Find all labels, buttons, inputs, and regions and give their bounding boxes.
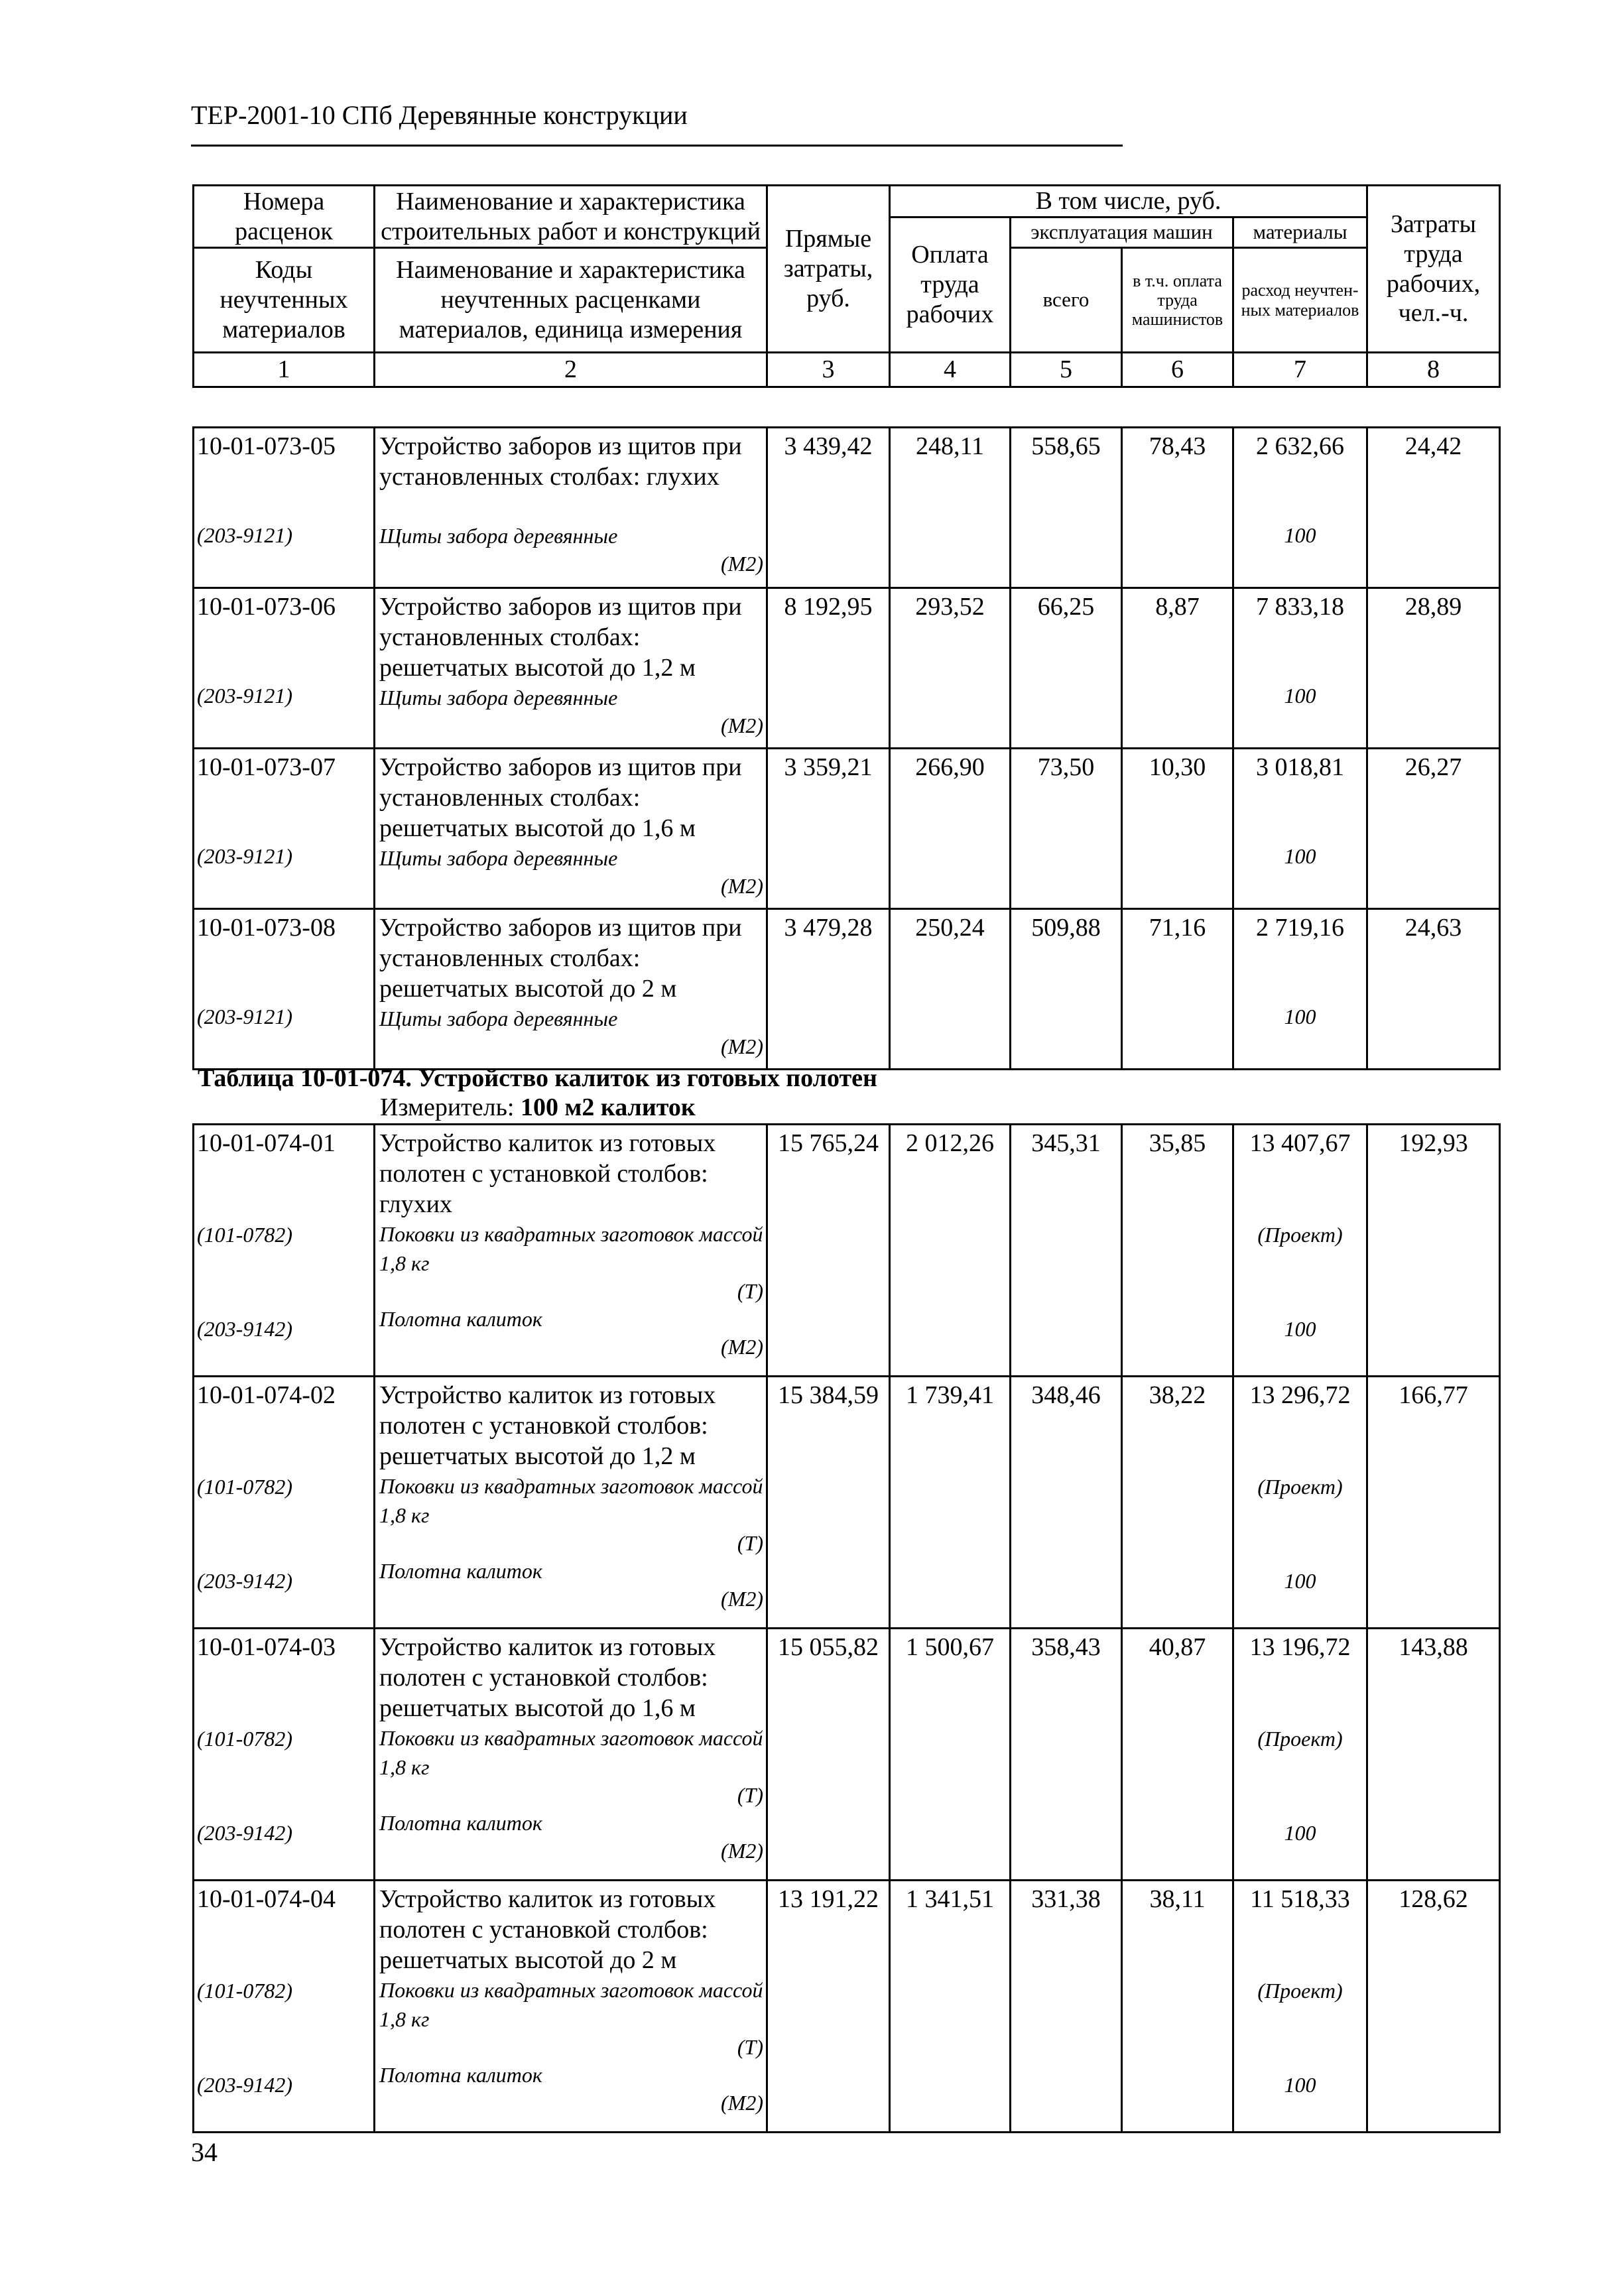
rate-row	[194, 749, 1500, 909]
material-name: Полотна калиток	[379, 1559, 542, 1583]
direct-costs: 3 439,42	[767, 428, 890, 588]
material-consumption: 100	[1284, 1005, 1316, 1028]
material-unit: (М2)	[721, 1839, 763, 1863]
material-unit: (М2)	[721, 874, 763, 898]
material-consumption: (Проект)	[1257, 1979, 1343, 2003]
col-number: 2	[375, 353, 767, 387]
rate-name: Устройство калиток из готовых полотен с установкой столбов: глухих	[379, 1129, 716, 1218]
material-name: Щиты забора деревянные	[379, 686, 618, 710]
materials-cost: 2 719,16	[1256, 914, 1344, 942]
col-number: 1	[194, 353, 375, 387]
header-operators-pay: в т.ч. оплата труда машинистов	[1122, 248, 1233, 353]
table-unit-value: 100 м2 калиток	[521, 1093, 696, 1121]
rate-row	[194, 909, 1500, 1070]
material-code: (203-9142)	[197, 1317, 292, 1341]
machines-total: 73,50	[1011, 749, 1122, 909]
rate-name: Устройство заборов из щитов при установленных столбах: решетчатых высотой до 1,6 м	[379, 753, 742, 842]
document-title: ТЕР-2001-10 СПб Деревянные конструкции	[191, 100, 688, 130]
material-name: Поковки из квадратных заготовок массой 1,8 кг	[379, 1222, 763, 1275]
material-unit: (М2)	[721, 713, 763, 737]
material-unit: (М2)	[721, 552, 763, 576]
rate-code: 10-01-073-05	[197, 432, 336, 460]
machines-total: 558,65	[1011, 428, 1122, 588]
labor-hours: 26,27	[1367, 749, 1500, 909]
material-consumption: 100	[1284, 1821, 1316, 1845]
material-consumption: 100	[1284, 1569, 1316, 1593]
header-work-name: Наименование и характеристика строительных работ и конструкций	[375, 186, 767, 248]
table-unit-label: Измеритель:	[380, 1093, 521, 1121]
material-unit: (Т)	[737, 1531, 763, 1555]
material-unit: (Т)	[737, 1783, 763, 1807]
col-number: 3	[767, 353, 890, 387]
material-consumption: 100	[1284, 1317, 1316, 1341]
materials-cost: 2 632,66	[1256, 432, 1344, 460]
labor-pay: 1 739,41	[890, 1377, 1011, 1629]
direct-costs: 3 479,28	[767, 909, 890, 1070]
rate-code: 10-01-074-03	[197, 1633, 336, 1661]
material-code: (203-9121)	[197, 1005, 292, 1028]
col-number: 8	[1367, 353, 1500, 387]
material-consumption: (Проект)	[1257, 1475, 1343, 1499]
material-name: Полотна калиток	[379, 1811, 542, 1835]
rate-row	[194, 1377, 1500, 1629]
material-name: Поковки из квадратных заготовок массой 1,8 кг	[379, 1726, 763, 1779]
material-name: Поковки из квадратных заготовок массой 1,8 кг	[379, 1474, 763, 1527]
header-labor-pay: Оплата труда рабочих	[890, 217, 1011, 353]
operators-pay: 35,85	[1122, 1125, 1233, 1377]
direct-costs: 15 055,82	[767, 1629, 890, 1881]
material-name: Щиты забора деревянные	[379, 846, 618, 870]
rates-table-074	[192, 1123, 1501, 2133]
material-unit: (Т)	[737, 2035, 763, 2059]
header-materials: материалы	[1233, 217, 1367, 248]
material-consumption: (Проект)	[1257, 1223, 1343, 1247]
material-code: (101-0782)	[197, 1979, 292, 2003]
material-code: (101-0782)	[197, 1223, 292, 1247]
direct-costs: 8 192,95	[767, 588, 890, 749]
material-name: Поковки из квадратных заготовок массой 1,8 кг	[379, 1978, 763, 2031]
material-code: (101-0782)	[197, 1727, 292, 1751]
material-unit: (Т)	[737, 1279, 763, 1303]
materials-cost: 13 296,72	[1249, 1381, 1351, 1409]
rate-row	[194, 1629, 1500, 1881]
labor-hours: 166,77	[1367, 1377, 1500, 1629]
material-code: (203-9121)	[197, 523, 292, 547]
operators-pay: 8,87	[1122, 588, 1233, 749]
labor-pay: 248,11	[890, 428, 1011, 588]
material-name: Щиты забора деревянные	[379, 524, 618, 548]
labor-hours: 128,62	[1367, 1881, 1500, 2133]
header-direct-costs: Прямые затраты, руб.	[767, 186, 890, 353]
labor-pay: 1 500,67	[890, 1629, 1011, 1881]
header-labor-hours: Затраты труда рабочих, чел.-ч.	[1367, 186, 1500, 353]
materials-cost: 13 196,72	[1249, 1633, 1351, 1661]
material-consumption: 100	[1284, 844, 1316, 868]
labor-pay: 250,24	[890, 909, 1011, 1070]
machines-total: 345,31	[1011, 1125, 1122, 1377]
material-code: (203-9142)	[197, 1821, 292, 1845]
direct-costs: 3 359,21	[767, 749, 890, 909]
material-consumption: 100	[1284, 523, 1316, 547]
material-unit: (М2)	[721, 1587, 763, 1611]
header-machines-total: всего	[1011, 248, 1122, 353]
col-number: 4	[890, 353, 1011, 387]
rate-code: 10-01-074-01	[197, 1129, 336, 1157]
header-unaccounted-materials: расход неучтен-ных материалов	[1233, 248, 1367, 353]
direct-costs: 15 765,24	[767, 1125, 890, 1377]
rate-row	[194, 1125, 1500, 1377]
material-name: Полотна калиток	[379, 2063, 542, 2087]
machines-total: 509,88	[1011, 909, 1122, 1070]
machines-total: 66,25	[1011, 588, 1122, 749]
material-code: (203-9142)	[197, 1569, 292, 1593]
rate-name: Устройство заборов из щитов при установленных столбах: глухих	[379, 432, 742, 491]
rate-name: Устройство калиток из готовых полотен с установкой столбов: решетчатых высотой до 1,2 м	[379, 1381, 716, 1470]
machines-total: 348,46	[1011, 1377, 1122, 1629]
labor-hours: 24,63	[1367, 909, 1500, 1070]
labor-hours: 192,93	[1367, 1125, 1500, 1377]
header-group: В том числе, руб.	[890, 186, 1367, 217]
col-number: 6	[1122, 353, 1233, 387]
table-unit	[380, 1093, 696, 1122]
material-code: (101-0782)	[197, 1475, 292, 1499]
rate-name: Устройство калиток из готовых полотен с установкой столбов: решетчатых высотой до 2 м	[379, 1885, 716, 1974]
col-number: 5	[1011, 353, 1122, 387]
col-number: 7	[1233, 353, 1367, 387]
header-material-name: Наименование и характеристика неучтенных расценками материалов, единица измерения	[375, 248, 767, 353]
header-machines: эксплуатация машин	[1011, 217, 1233, 248]
material-unit: (М2)	[721, 1335, 763, 1359]
material-consumption: 100	[1284, 684, 1316, 708]
machines-total: 358,43	[1011, 1629, 1122, 1881]
labor-pay: 293,52	[890, 588, 1011, 749]
labor-hours: 28,89	[1367, 588, 1500, 749]
material-code: (203-9121)	[197, 844, 292, 868]
labor-hours: 24,42	[1367, 428, 1500, 588]
header-material-code: Коды неучтенных материалов	[194, 248, 375, 353]
rate-code: 10-01-074-02	[197, 1381, 336, 1409]
rate-code: 10-01-073-06	[197, 593, 336, 621]
direct-costs: 13 191,22	[767, 1881, 890, 2133]
rates-table-073	[192, 426, 1501, 1070]
header-code: Номера расценок	[194, 186, 375, 248]
materials-cost: 13 407,67	[1249, 1129, 1351, 1157]
material-name: Щиты забора деревянные	[379, 1007, 618, 1030]
title-rule	[191, 145, 1123, 147]
materials-cost: 7 833,18	[1256, 593, 1344, 621]
operators-pay: 38,11	[1122, 1881, 1233, 2133]
labor-hours: 143,88	[1367, 1629, 1500, 1881]
operators-pay: 10,30	[1122, 749, 1233, 909]
rate-code: 10-01-073-07	[197, 753, 336, 781]
table-caption: Таблица 10-01-074. Устройство калиток из готовых полотен	[198, 1064, 877, 1092]
materials-cost: 3 018,81	[1256, 753, 1344, 781]
direct-costs: 15 384,59	[767, 1377, 890, 1629]
material-code: (203-9142)	[197, 2073, 292, 2097]
rate-code: 10-01-074-04	[197, 1885, 336, 1913]
rate-name: Устройство заборов из щитов при установленных столбах: решетчатых высотой до 2 м	[379, 914, 742, 1003]
rate-row	[194, 1881, 1500, 2133]
rate-name: Устройство калиток из готовых полотен с установкой столбов: решетчатых высотой до 1,6 м	[379, 1633, 716, 1722]
operators-pay: 71,16	[1122, 909, 1233, 1070]
labor-pay: 1 341,51	[890, 1881, 1011, 2133]
materials-cost: 11 518,33	[1250, 1885, 1350, 1913]
header-table	[192, 184, 1501, 388]
material-unit: (М2)	[721, 1034, 763, 1058]
operators-pay: 78,43	[1122, 428, 1233, 588]
labor-pay: 266,90	[890, 749, 1011, 909]
material-consumption: 100	[1284, 2073, 1316, 2097]
labor-pay: 2 012,26	[890, 1125, 1011, 1377]
material-consumption: (Проект)	[1257, 1727, 1343, 1751]
operators-pay: 40,87	[1122, 1629, 1233, 1881]
rate-row	[194, 588, 1500, 749]
material-name: Полотна калиток	[379, 1307, 542, 1331]
rate-row	[194, 428, 1500, 588]
page-number: 34	[191, 2137, 218, 2167]
machines-total: 331,38	[1011, 1881, 1122, 2133]
operators-pay: 38,22	[1122, 1377, 1233, 1629]
rate-name: Устройство заборов из щитов при установленных столбах: решетчатых высотой до 1,2 м	[379, 593, 742, 682]
material-code: (203-9121)	[197, 684, 292, 708]
material-unit: (М2)	[721, 2091, 763, 2115]
rate-code: 10-01-073-08	[197, 914, 336, 942]
